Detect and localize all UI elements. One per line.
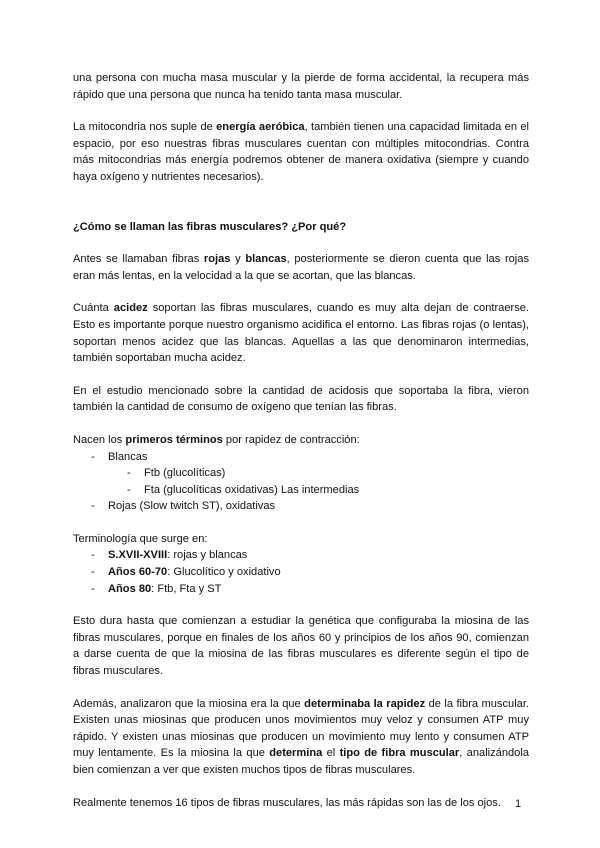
bold-term: primeros términos bbox=[125, 433, 223, 446]
text-run: Nacen los bbox=[73, 433, 126, 446]
list-dash: - bbox=[91, 500, 95, 513]
text-run: Además, analizaron que la miosina era la que bbox=[73, 697, 305, 710]
bold-term: acidez bbox=[113, 302, 148, 315]
list-item-text bbox=[108, 547, 247, 564]
bold-term: blancas bbox=[245, 253, 287, 266]
paragraph-6 bbox=[73, 432, 529, 449]
list-dash: - bbox=[91, 566, 95, 579]
bold-term: Años 80 bbox=[108, 582, 152, 595]
list-dash: - bbox=[127, 467, 131, 480]
list-item bbox=[73, 547, 529, 564]
list-item-text: Fta (glucolíticas oxidativas) Las intermedias bbox=[144, 483, 360, 496]
list-dash: - bbox=[91, 582, 95, 595]
list-item bbox=[73, 581, 529, 598]
bold-term: S.XVII-XVIII bbox=[108, 549, 168, 562]
page-number: 1 bbox=[515, 798, 522, 810]
text-run: , analizándola bien comienzan a ver que existen muchos tipos de fibras musculares. bbox=[73, 747, 529, 776]
text-run: : Ftb, Fta y ST bbox=[151, 582, 222, 595]
text-run: y bbox=[230, 253, 246, 266]
paragraph-7: Terminología que surge en: bbox=[73, 532, 208, 545]
paragraph-4 bbox=[73, 300, 529, 366]
paragraph-1: una persona con mucha masa muscular y la pierde de forma accidental, la recupera más rápido que una persona que nunca ha tenido tanta masa muscular. bbox=[73, 72, 529, 101]
bold-term: rojas bbox=[203, 253, 231, 266]
list-item bbox=[73, 498, 529, 515]
text-run: Cuánta bbox=[73, 302, 114, 315]
bold-term: energía aeróbica bbox=[216, 121, 305, 134]
paragraph-2 bbox=[73, 119, 529, 185]
text-run: por rapidez de contracción: bbox=[222, 433, 360, 446]
list-item bbox=[73, 482, 529, 499]
text-run: La mitocondria nos suple de bbox=[73, 121, 217, 134]
terminology-list bbox=[73, 547, 529, 597]
text-run: el bbox=[322, 747, 340, 760]
list-item-text: Rojas (Slow twitch ST), oxidativas bbox=[108, 500, 276, 513]
text-run: : Glucolítico y oxidativo bbox=[167, 566, 281, 579]
bold-term: Años 60-70 bbox=[108, 566, 168, 579]
list-item-text bbox=[108, 564, 281, 581]
text-run: , posteriormente se dieron cuenta que las rojas eran más lentas, en la velocidad a la que se acortan, que las blancas. bbox=[73, 253, 529, 282]
list-dash: - bbox=[91, 549, 95, 562]
list-item-text: Ftb (glucolíticas) bbox=[144, 467, 226, 480]
list-item bbox=[73, 449, 529, 466]
text-run: soportan las fibras musculares, cuando es muy alta dejan de contraerse. Esto es importante porque nuestro organismo acidifica el entorno. Las fibras rojas (o lentas), soportan menos acidez que las blancas. Aquellas a las que denominaron intermedias, también soportaban mucha acidez. bbox=[73, 302, 529, 365]
fiber-type-list bbox=[73, 449, 529, 515]
section-heading: ¿Cómo se llaman las fibras musculares? ¿Por qué? bbox=[73, 220, 347, 233]
list-dash: - bbox=[127, 483, 131, 496]
list-item-text bbox=[108, 581, 221, 598]
text-run: de la fibra muscular. Existen unas miosinas que producen unos movimientos muy veloz y consumen ATP muy rápido. Y existen unas miosinas que producen un movimiento muy lento y consumen ATP muy lentamente. Es la miosina la que bbox=[73, 697, 529, 760]
bold-term: tipo de fibra muscular bbox=[339, 747, 460, 760]
paragraph-3 bbox=[73, 251, 529, 284]
bold-term: determinaba la rapidez bbox=[304, 697, 426, 710]
text-run: Antes se llamaban fibras bbox=[73, 253, 204, 266]
paragraph-9 bbox=[73, 696, 529, 779]
list-item-text: Blancas bbox=[108, 450, 148, 463]
bold-term: determina bbox=[269, 747, 323, 760]
paragraph-8: Esto dura hasta que comienzan a estudiar la genética que configuraba la miosina de las fibras musculares, porque en finales de los años 60 y principios de los años 90, comienzan a darse cuenta de que la miosina de las fibras musculares es diferente según el tipo de fibras musculares. bbox=[73, 615, 529, 678]
paragraph-5: En el estudio mencionado sobre la cantidad de acidosis que soportaba la fibra, vieron también la cantidad de consumo de oxígeno que tenían las fibras. bbox=[73, 384, 529, 414]
page-content bbox=[73, 70, 529, 811]
list-item bbox=[73, 564, 529, 581]
list-item bbox=[73, 465, 529, 482]
paragraph-10: Realmente tenemos 16 tipos de fibras musculares, las más rápidas son las de los ojos. bbox=[73, 796, 501, 809]
list-dash: - bbox=[91, 450, 95, 463]
text-run: , también tienen una capacidad limitada en el espacio, por eso nuestras fibras musculares cuentan con múltiples mitocondrias. Contra más mitocondrias más energía podremos obtener de manera oxidativa (siempre y cuando haya oxígeno y nutrientes necesarios). bbox=[73, 121, 529, 183]
text-run: : rojas y blancas bbox=[167, 549, 248, 562]
